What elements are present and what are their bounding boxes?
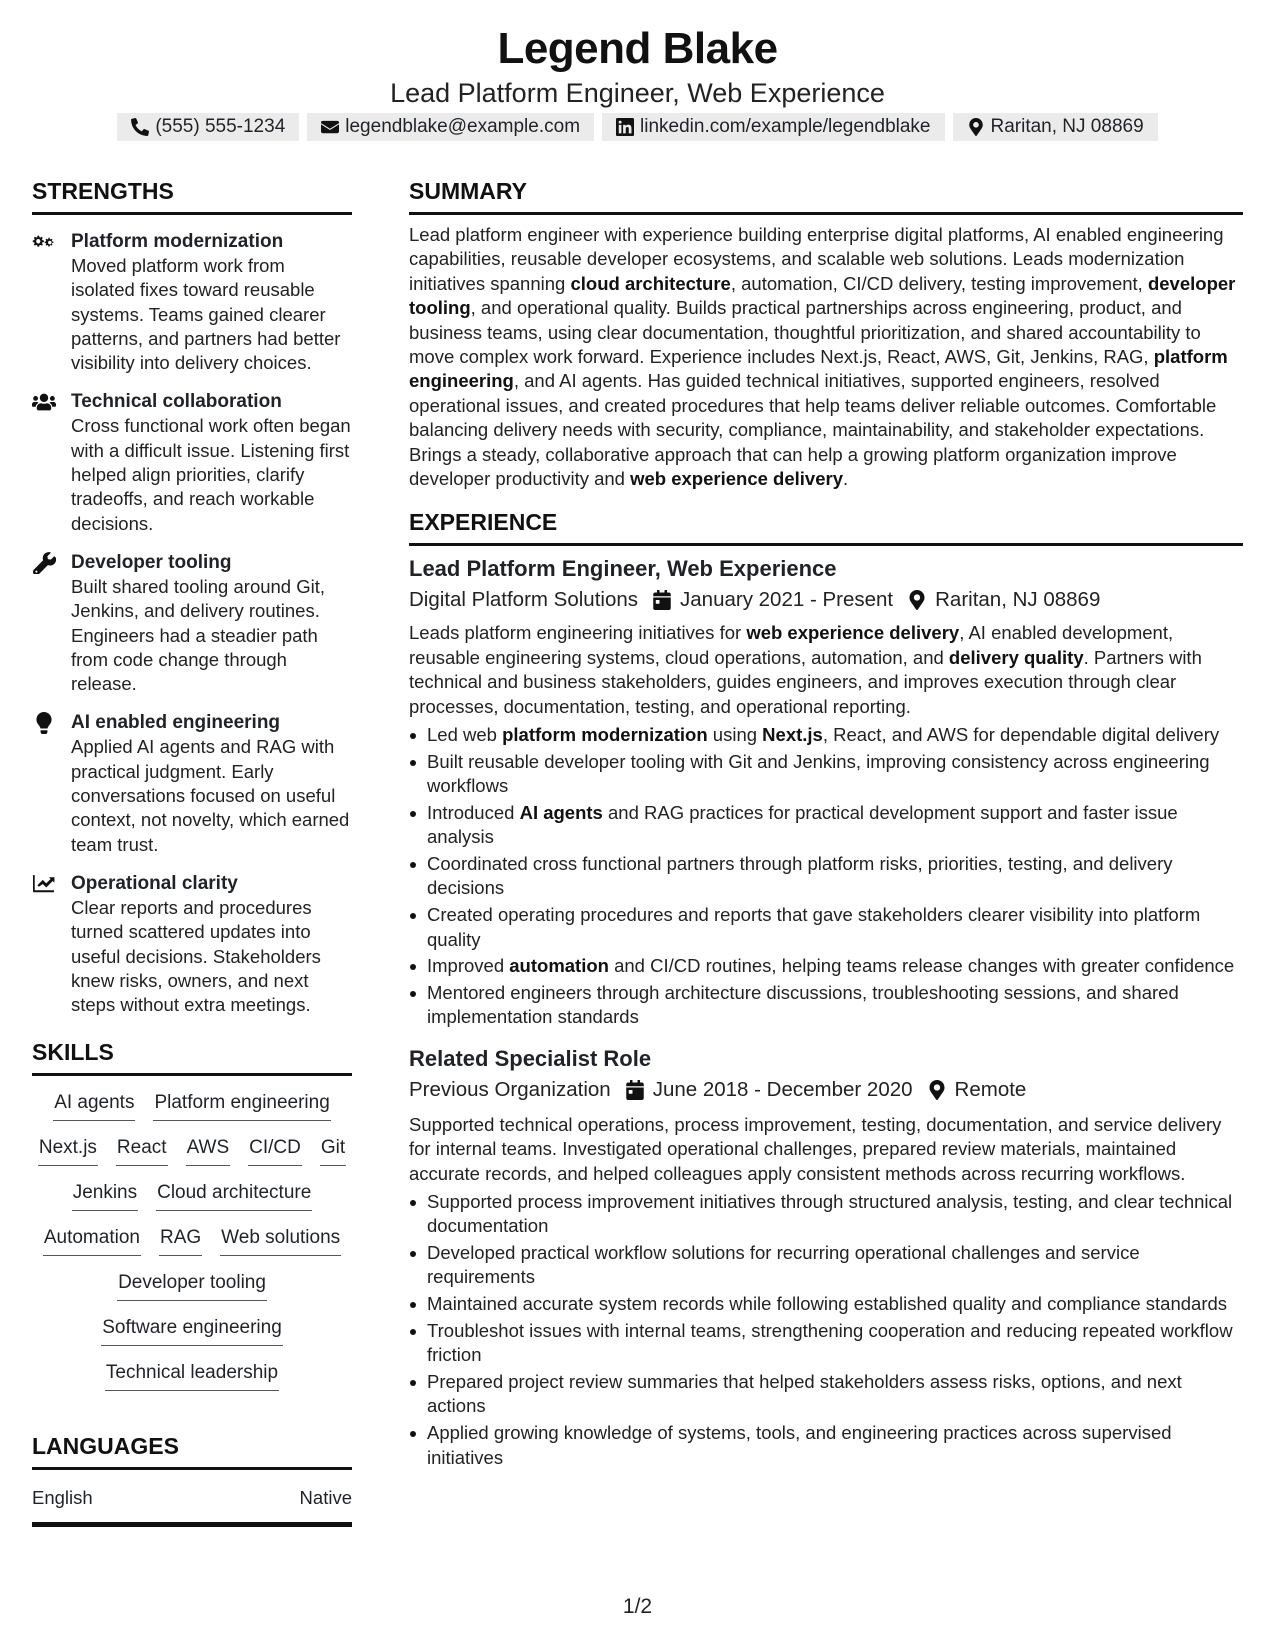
strength-desc: Cross functional work often began with a difficult issue. Listening first helped align priorities, clarify tradeoffs, and reach workable decisions. xyxy=(71,415,351,534)
job-dates: June 2018 - December 2020 xyxy=(652,1077,913,1101)
skill-tag: RAG xyxy=(159,1225,202,1256)
bullet-item: Troubleshot issues with internal teams, strengthening cooperation and reducing repeated workflow friction xyxy=(409,1319,1243,1368)
contact-location-text: Raritan, NJ 08869 xyxy=(990,116,1144,137)
contact-phone[interactable] xyxy=(117,113,299,141)
bullet-item: Led web platform modernization using Next.js, React, and AWS for dependable digital delivery xyxy=(409,723,1243,747)
skill-tag: Developer tooling xyxy=(117,1270,267,1301)
contact-email-text: legendblake@example.com xyxy=(345,116,581,137)
strength-title: AI enabled engineering xyxy=(71,712,281,734)
job-description: Supported technical operations, process improvement, testing, documentation, and service delivery for internal teams. Investigated operational challenges, prepared review materials, maintained accurate records, and helped colleagues apply consistent methods across recurring workflows. xyxy=(409,1113,1222,1184)
summary-text: Lead platform engineer with experience building enterprise digital platforms, AI enabled engineering capabilities, reusable developer ecosystems, and scalable web solutions. Leads modernization initiatives spanning cloud architecture, automation, CI/CD delivery, testing improvement, developer tooling, and operational quality. Builds practical partnerships across engineering, product, and business teams, using clear documentation, thoughtful prioritization, and shared accountability to move complex work forward. Experience includes Next.js, React, AWS, Git, Jenkins, RAG, platform engineering, and AI agents. Has guided technical initiatives, supported engineers, resolved operational issues, and created procedures that help teams deliver reliable outcomes. Comfortable balancing delivery needs with security, compliance, maintainability, and stakeholder expectations. Brings a steady, collaborative approach that can help a growing platform organization improve developer productivity and web experience delivery. xyxy=(409,224,1236,490)
strengths-heading: STRENGTHS xyxy=(32,176,352,215)
skill-tag: React xyxy=(116,1135,168,1166)
chart-line-icon xyxy=(32,873,56,895)
bullet-item: Built reusable developer tooling with Git and Jenkins, improving consistency across engineering workflows xyxy=(409,750,1243,799)
job-location: Remote xyxy=(954,1077,1027,1101)
map-pin-icon xyxy=(907,590,927,610)
bullet-item: Created operating procedures and reports that gave stakeholders clearer visibility into platform quality xyxy=(409,903,1243,952)
lightbulb-icon xyxy=(32,712,56,734)
bullet-item: Introduced AI agents and RAG practices for practical development support and faster issue analysis xyxy=(409,801,1243,850)
left-column xyxy=(32,176,352,1527)
skill-row xyxy=(32,1180,352,1225)
right-column xyxy=(409,176,1243,1472)
bullet-item: Coordinated cross functional partners through platform risks, priorities, testing, and delivery decisions xyxy=(409,852,1243,901)
strength-title: Technical collaboration xyxy=(71,391,282,413)
language-level: Native xyxy=(299,1487,352,1509)
strength-desc: Moved platform work from isolated fixes toward reusable systems. Teams gained clearer patterns, and partners had better visibility into delivery choices. xyxy=(71,255,341,374)
skill-tag: AWS xyxy=(186,1135,231,1166)
job-bullets xyxy=(409,1190,1243,1470)
strength-item xyxy=(32,550,352,696)
bullet-item: Prepared project review summaries that helped stakeholders assess risks, options, and next actions xyxy=(409,1370,1243,1419)
language-name: English xyxy=(32,1487,93,1509)
skill-tag: Software engineering xyxy=(101,1315,283,1346)
job-meta xyxy=(409,1075,1243,1105)
page-number: 1/2 xyxy=(622,1595,653,1618)
skill-row xyxy=(32,1270,352,1315)
strength-title: Developer tooling xyxy=(71,551,232,573)
job-meta xyxy=(409,585,1243,615)
users-icon xyxy=(32,391,56,413)
linkedin-icon xyxy=(616,118,634,136)
contact-linkedin[interactable] xyxy=(602,113,944,141)
bullet-item: Mentored engineers through architecture discussions, troubleshooting sessions, and shared implementation standards xyxy=(409,981,1243,1030)
skill-tag: Jenkins xyxy=(72,1180,138,1211)
skill-tag: AI agents xyxy=(53,1090,135,1121)
strength-title: Operational clarity xyxy=(71,872,238,894)
candidate-name: Legend Blake xyxy=(497,24,778,73)
job-location: Raritan, NJ 08869 xyxy=(935,588,1101,612)
bullet-item: Supported process improvement initiatives through structured analysis, testing, and clear technical documentation xyxy=(409,1190,1243,1239)
skills-heading: SKILLS xyxy=(32,1037,352,1076)
strength-desc: Applied AI agents and RAG with practical judgment. Early conversations focused on useful context, not novelty, which earned team trust. xyxy=(71,736,350,855)
skill-row xyxy=(32,1315,352,1360)
language-row xyxy=(32,1470,352,1527)
strength-item xyxy=(32,389,352,535)
contact-bar xyxy=(0,113,1275,141)
strength-item xyxy=(32,710,352,856)
bullet-item: Developed practical workflow solutions for recurring operational challenges and service requirements xyxy=(409,1241,1243,1290)
job-entry xyxy=(409,554,1243,1029)
calendar-icon xyxy=(652,590,672,610)
skill-tag: Automation xyxy=(43,1225,141,1256)
strength-desc: Built shared tooling around Git, Jenkins, and delivery routines. Engineers had a steadier path from code change through release. xyxy=(71,575,326,695)
experience-heading: EXPERIENCE xyxy=(409,507,1243,546)
bullet-item: Maintained accurate system records while following established quality and compliance standards xyxy=(409,1292,1243,1316)
skill-row xyxy=(32,1090,352,1135)
skill-tag: Next.js xyxy=(38,1135,98,1166)
contact-location[interactable] xyxy=(953,113,1158,141)
contact-phone-text: (555) 555-1234 xyxy=(155,116,286,137)
contact-email[interactable] xyxy=(307,113,594,141)
candidate-title: Lead Platform Engineer, Web Experience xyxy=(390,78,885,108)
skill-tag: Platform engineering xyxy=(153,1090,330,1121)
job-title: Related Specialist Role xyxy=(409,1045,652,1071)
skill-row xyxy=(32,1360,352,1405)
job-description: Leads platform engineering initiatives for web experience delivery, AI enabled development, reusable engineering systems, cloud operations, automation, and delivery quality. Partners with technical and business stakeholders, guides engineers, and improves execution through clear processes, documentation, testing, and operational reporting. xyxy=(409,622,1202,717)
strength-item xyxy=(32,871,352,1017)
job-title: Lead Platform Engineer, Web Experience xyxy=(409,556,837,582)
strength-desc: Clear reports and procedures turned scattered updates into useful decisions. Stakeholders knew risks, owners, and next steps without extra meetings. xyxy=(71,896,321,1016)
bullet-item: Applied growing knowledge of systems, tools, and engineering practices across supervised initiatives xyxy=(409,1421,1243,1470)
skill-row xyxy=(32,1225,352,1270)
skill-tag: Git xyxy=(320,1135,346,1166)
resume-header xyxy=(0,22,1275,110)
skill-tag: Cloud architecture xyxy=(156,1180,312,1211)
skills-list xyxy=(32,1090,352,1405)
phone-icon xyxy=(131,118,149,136)
map-pin-icon xyxy=(927,1080,947,1100)
cogs-icon xyxy=(32,231,56,253)
job-entry xyxy=(409,1044,1243,1470)
envelope-icon xyxy=(321,118,339,136)
contact-linkedin-text: linkedin.com/example/legendblake xyxy=(640,116,931,137)
languages-heading: LANGUAGES xyxy=(32,1431,352,1470)
skill-tag: Web solutions xyxy=(220,1225,341,1256)
job-dates: January 2021 - Present xyxy=(680,588,894,612)
calendar-icon xyxy=(625,1080,645,1100)
job-company: Previous Organization xyxy=(409,1077,611,1101)
summary-heading: SUMMARY xyxy=(409,176,1243,215)
skill-tag: Technical leadership xyxy=(105,1360,279,1391)
strength-item xyxy=(32,229,352,375)
job-bullets xyxy=(409,723,1243,1030)
skill-row xyxy=(32,1135,352,1180)
strength-title: Platform modernization xyxy=(71,231,284,252)
skill-tag: CI/CD xyxy=(248,1135,302,1166)
wrench-icon xyxy=(32,552,56,574)
map-pin-icon xyxy=(967,118,985,136)
job-company: Digital Platform Solutions xyxy=(409,588,639,612)
bullet-item: Improved automation and CI/CD routines, helping teams release changes with greater confidence xyxy=(409,954,1243,978)
